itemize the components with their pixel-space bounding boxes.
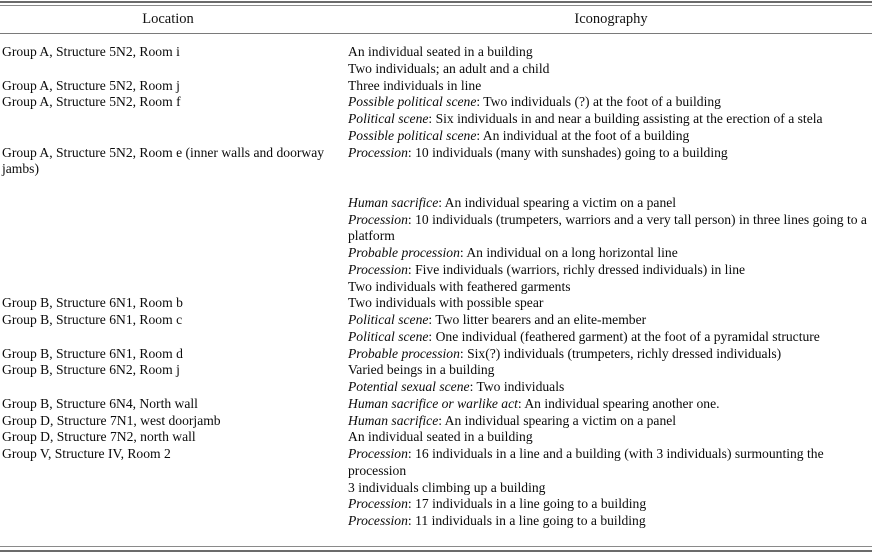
- table-row: [0, 262, 872, 279]
- iconography-scene-label: Procession: [348, 496, 408, 512]
- cell-location: Group D, Structure 7N2, north wall: [2, 429, 196, 445]
- cell-iconography: [348, 61, 870, 78]
- iconography-description: : An individual spearing another one.: [517, 395, 720, 411]
- iconography-scene-label: Possible political scene: [348, 94, 477, 110]
- cell-iconography: [348, 228, 870, 245]
- table-top-rule-outer: [0, 1, 872, 3]
- cell-iconography: [348, 111, 870, 128]
- cell-location: Group B, Structure 6N1, Room d: [2, 345, 183, 361]
- table-row: [0, 145, 872, 162]
- iconography-description: : 10 individuals (trumpeters, warriors and a very tall person) in three lines going to a: [407, 211, 867, 227]
- cell-iconography: [348, 78, 870, 95]
- table-header-row: [0, 10, 872, 30]
- iconography-description: : Two litter bearers and an elite-member: [428, 312, 647, 327]
- cell-iconography: [348, 212, 870, 229]
- table-bottom-rule-inner: [0, 550, 872, 552]
- iconography-scene-label: Political scene: [348, 312, 429, 327]
- cell-iconography: [348, 413, 870, 430]
- iconography-description: 3 individuals climbing up a building: [348, 479, 546, 495]
- table-row: [0, 128, 872, 145]
- table-row: [0, 379, 872, 396]
- iconography-description: : An individual at the foot of a building: [476, 127, 690, 143]
- iconography-scene-label: Procession: [348, 261, 408, 277]
- iconography-scene-label: Political scene: [348, 111, 429, 126]
- table-row: [0, 295, 872, 312]
- cell-iconography: [348, 279, 870, 296]
- iconography-scene-label: Human sacrifice or warlike act: [348, 395, 518, 411]
- table-row: [0, 413, 872, 430]
- cell-iconography: [348, 145, 870, 162]
- cell-location: jambs): [2, 161, 39, 177]
- cell-iconography: [348, 262, 870, 279]
- iconography-scene-label: Potential sexual scene: [348, 379, 470, 394]
- table-row: [0, 212, 872, 229]
- table-row: [0, 279, 872, 296]
- cell-iconography: [348, 44, 870, 61]
- cell-iconography: [348, 346, 870, 363]
- table-row: [0, 362, 872, 379]
- cell-iconography: [348, 329, 870, 346]
- iconography-description: Two individuals; an adult and a child: [348, 60, 550, 76]
- cell-location: Group B, Structure 6N2, Room j: [2, 362, 180, 378]
- table-row: [0, 513, 872, 530]
- iconography-scene-label: Human sacrifice: [348, 194, 439, 210]
- table-bottom-rule-outer: [0, 546, 872, 547]
- iconography-scene-label: Probable procession: [348, 345, 460, 361]
- iconography-description: Varied beings in a building: [348, 362, 495, 378]
- iconography-description: platform: [348, 228, 395, 244]
- iconography-description: : 11 individuals in a line going to a building: [407, 513, 646, 528]
- table-row: [0, 78, 872, 95]
- cell-location: Group D, Structure 7N1, west doorjamb: [2, 412, 221, 428]
- cell-location: Group V, Structure IV, Room 2: [2, 446, 171, 461]
- table-row: [0, 346, 872, 363]
- iconography-scene-label: Procession: [348, 144, 408, 160]
- iconography-description: : Two individuals: [469, 379, 565, 394]
- cell-location: Group B, Structure 6N1, Room b: [2, 295, 183, 311]
- cell-location: Group B, Structure 6N1, Room c: [2, 312, 183, 327]
- iconography-description: : 16 individuals in a line and a building (with 3 individuals) surmounting the: [407, 446, 824, 461]
- table-row: [0, 44, 872, 61]
- cell-iconography: [348, 295, 870, 312]
- table-header-rule: [0, 33, 872, 34]
- table-row: [0, 480, 872, 497]
- cell-iconography: [348, 94, 870, 111]
- iconography-description: : An individual spearing a victim on a panel: [438, 412, 677, 428]
- iconography-description: : Six(?) individuals (trumpeters, richly dressed individuals): [459, 345, 782, 361]
- iconography-description: : An individual spearing a victim on a panel: [438, 194, 677, 210]
- iconography-description: : Two individuals (?) at the foot of a building: [476, 94, 721, 110]
- table-row: [0, 94, 872, 111]
- cell-iconography: [348, 446, 870, 463]
- cell-location: Group B, Structure 6N4, North wall: [2, 395, 198, 411]
- iconography-description: : An individual on a long horizontal line: [459, 245, 678, 260]
- cell-location: Group A, Structure 5N2, Room j: [2, 77, 180, 93]
- table-row: [0, 178, 872, 195]
- iconography-description: procession: [348, 462, 407, 478]
- iconography-scene-label: Procession: [348, 211, 408, 227]
- iconography-description: : 10 individuals (many with sunshades) going to a building: [407, 144, 728, 160]
- iconography-description: : 17 individuals in a line going to a building: [407, 496, 647, 512]
- cell-iconography: [348, 379, 870, 396]
- cell-iconography: [348, 513, 870, 530]
- iconography-scene-label: Human sacrifice: [348, 412, 439, 428]
- cell-iconography: [348, 128, 870, 145]
- table-row: [0, 161, 872, 178]
- iconography-description: Two individuals with possible spear: [348, 295, 544, 311]
- table-row: [0, 195, 872, 212]
- iconography-description: Three individuals in line: [348, 77, 482, 93]
- iconography-description: An individual seated in a building: [348, 429, 533, 445]
- table-row: [0, 396, 872, 413]
- iconography-scene-label: Procession: [348, 513, 408, 528]
- cell-iconography: [348, 463, 870, 480]
- cell-location: Group A, Structure 5N2, Room f: [2, 94, 181, 110]
- table-row: [0, 446, 872, 463]
- iconography-scene-label: Probable procession: [348, 245, 460, 260]
- cell-iconography: [348, 496, 870, 513]
- iconography-scene-label: Procession: [348, 446, 408, 461]
- cell-iconography: [348, 195, 870, 212]
- table-row: [0, 312, 872, 329]
- table-top-rule-inner: [0, 5, 872, 6]
- table-body: [0, 44, 872, 530]
- table-row: [0, 111, 872, 128]
- iconography-scene-label: Possible political scene: [348, 127, 477, 143]
- table-row: [0, 61, 872, 78]
- cell-iconography: [348, 480, 870, 497]
- table-row: [0, 329, 872, 346]
- cell-iconography: [348, 396, 870, 413]
- cell-iconography: [348, 312, 870, 329]
- iconography-description: : Six individuals in and near a building assisting at the erection of a stela: [428, 111, 823, 126]
- table-row: [0, 463, 872, 480]
- table-row: [0, 429, 872, 446]
- column-header-location: Location: [142, 11, 194, 27]
- iconography-description: : Five individuals (warriors, richly dressed individuals) in line: [407, 261, 746, 277]
- iconography-description: Two individuals with feathered garments: [348, 278, 571, 294]
- iconography-description: : One individual (feathered garment) at the foot of a pyramidal structure: [428, 328, 820, 344]
- column-header-iconography: Iconography: [574, 11, 648, 27]
- cell-iconography: [348, 429, 870, 446]
- cell-iconography: [348, 245, 870, 262]
- cell-iconography: [348, 362, 870, 379]
- cell-location: Group A, Structure 5N2, Room i: [2, 44, 180, 59]
- table-row: [0, 228, 872, 245]
- table-row: [0, 245, 872, 262]
- iconography-scene-label: Political scene: [348, 328, 429, 344]
- iconography-description: An individual seated in a building: [348, 44, 533, 59]
- table-row: [0, 496, 872, 513]
- cell-location: Group A, Structure 5N2, Room e (inner walls and doorway: [2, 144, 325, 160]
